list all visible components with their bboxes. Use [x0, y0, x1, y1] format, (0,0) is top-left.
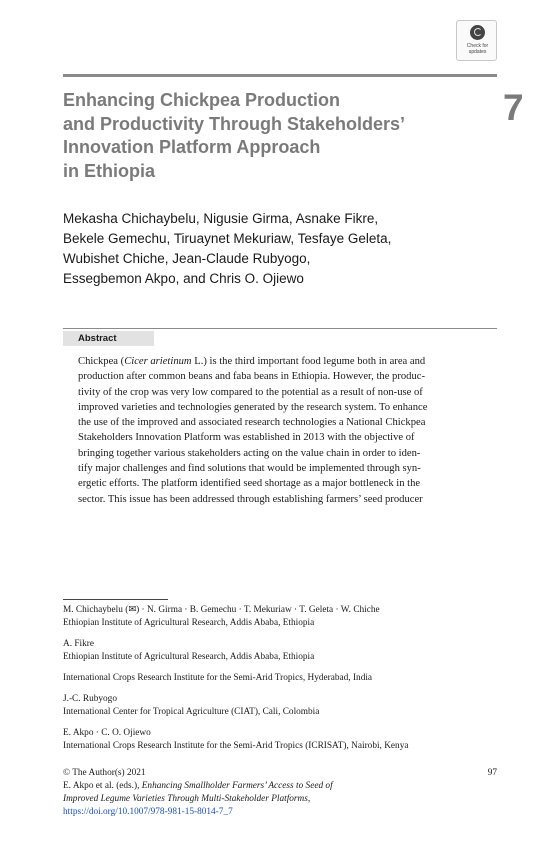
citation-block: [63, 767, 497, 819]
author-line: Wubishet Chiche, Jean-Claude Rubyogo,: [63, 251, 311, 266]
abstract-line: bringing together various stakeholders acting on the value chain in order to iden-: [78, 447, 421, 459]
citation-editors: E. Akpo et al. (eds.),: [63, 781, 142, 791]
abstract-line-start: Chickpea (: [78, 356, 125, 367]
crossmark-icon: [470, 25, 485, 40]
check-for-updates-badge[interactable]: [456, 20, 497, 61]
affiliation-block: [63, 604, 497, 630]
author-list: [63, 209, 497, 289]
author-line: Essegbemon Akpo, and Chris O. Ojiewo: [63, 271, 304, 286]
copyright-notice: © The Author(s) 2021: [63, 768, 146, 778]
affiliation-block: [63, 638, 497, 664]
book-title-part: Enhancing Smallholder Farmers’ Access to Seed of: [141, 781, 333, 791]
abstract-line: tify major challenges and find solutions that would be implemented through syn-: [78, 463, 421, 475]
author-line: Mekasha Chichaybelu, Nigusie Girma, Asnake Fikre,: [63, 211, 379, 226]
chapter-title-line: and Productivity Through Stakeholders’: [63, 113, 406, 134]
abstract-heading-text: Abstract: [78, 333, 117, 344]
affiliation-block: [63, 727, 497, 753]
citation-line: [63, 793, 497, 806]
abstract-line: sector. This issue has been addressed through establishing farmers’ seed producer: [78, 493, 423, 505]
chapter-title-line: Enhancing Chickpea Production: [63, 90, 341, 110]
affiliation-block: [63, 693, 497, 719]
affiliation-institution: Ethiopian Institute of Agricultural Research, Addis Ababa, Ethiopia: [63, 652, 315, 662]
abstract-line: production after common beans and faba beans in Ethiopia. However, the produc-: [78, 371, 425, 383]
abstract-line-end: L.) is the third important food legume both in area and: [191, 356, 426, 367]
abstract-rule: [63, 328, 497, 329]
abstract-line: improved varieties and technologies generated by the research system. To enhance: [78, 401, 428, 413]
footnote-rule: [63, 599, 168, 600]
badge-line-1: Check for: [466, 43, 489, 49]
affiliation-names: E. Akpo · C. O. Ojiewo: [63, 728, 151, 738]
citation-line: [63, 780, 497, 793]
chapter-title-line: Innovation Platform Approach: [63, 137, 321, 157]
species-name: Cicer arietinum: [124, 356, 192, 367]
affiliation-names: J.-C. Rubyogo: [63, 694, 117, 704]
affiliation-institution: Ethiopian Institute of Agricultural Research, Addis Ababa, Ethiopia: [63, 618, 315, 628]
check-for-updates-label: [457, 43, 498, 55]
abstract-line: Stakeholders Innovation Platform was established in 2013 with the objective of: [78, 432, 415, 444]
affiliation-block: [63, 672, 497, 685]
top-rule: [63, 74, 497, 77]
chapter-number: 7: [503, 87, 524, 128]
doi-link[interactable]: https://doi.org/10.1007/978-981-15-8014-7_7: [63, 807, 233, 817]
affiliations: [63, 604, 497, 761]
abstract-heading: [63, 331, 154, 346]
affiliation-institution: International Crops Research Institute for the Semi-Arid Tropics, Hyderabad, India: [63, 673, 373, 683]
affiliation-names: M. Chichaybelu (✉) · N. Girma · B. Gemechu · T. Mekuriaw · T. Geleta · W. Chiche: [63, 605, 380, 615]
book-title-part: Improved Legume Varieties Through Multi-Stakeholder Platforms: [63, 794, 308, 804]
page-number: 97: [487, 768, 497, 778]
abstract-line: ergetic efforts. The platform identified seed shortage as a major bottleneck in the: [78, 478, 421, 490]
citation-punctuation: ,: [307, 794, 311, 804]
affiliation-institution: International Crops Research Institute for the Semi-Arid Tropics (ICRISAT), Nairobi, Kenya: [63, 741, 409, 751]
chapter-title-line: in Ethiopia: [63, 160, 155, 181]
abstract-line: the use of the improved and associated research technologies a National Chickpea: [78, 417, 426, 429]
affiliation-institution: International Center for Tropical Agriculture (CIAT), Cali, Colombia: [63, 707, 320, 717]
abstract-line: tivity of the crop was very low compared to the potential as a result of non-use of: [78, 386, 423, 398]
abstract-line: [78, 354, 497, 369]
author-line: Bekele Gemechu, Tiruaynet Mekuriaw, Tesfaye Geleta,: [63, 231, 392, 246]
chapter-title: [63, 89, 463, 183]
badge-line-2: updates: [468, 49, 487, 55]
abstract-text: [78, 354, 497, 507]
affiliation-names: A. Fikre: [63, 639, 94, 649]
